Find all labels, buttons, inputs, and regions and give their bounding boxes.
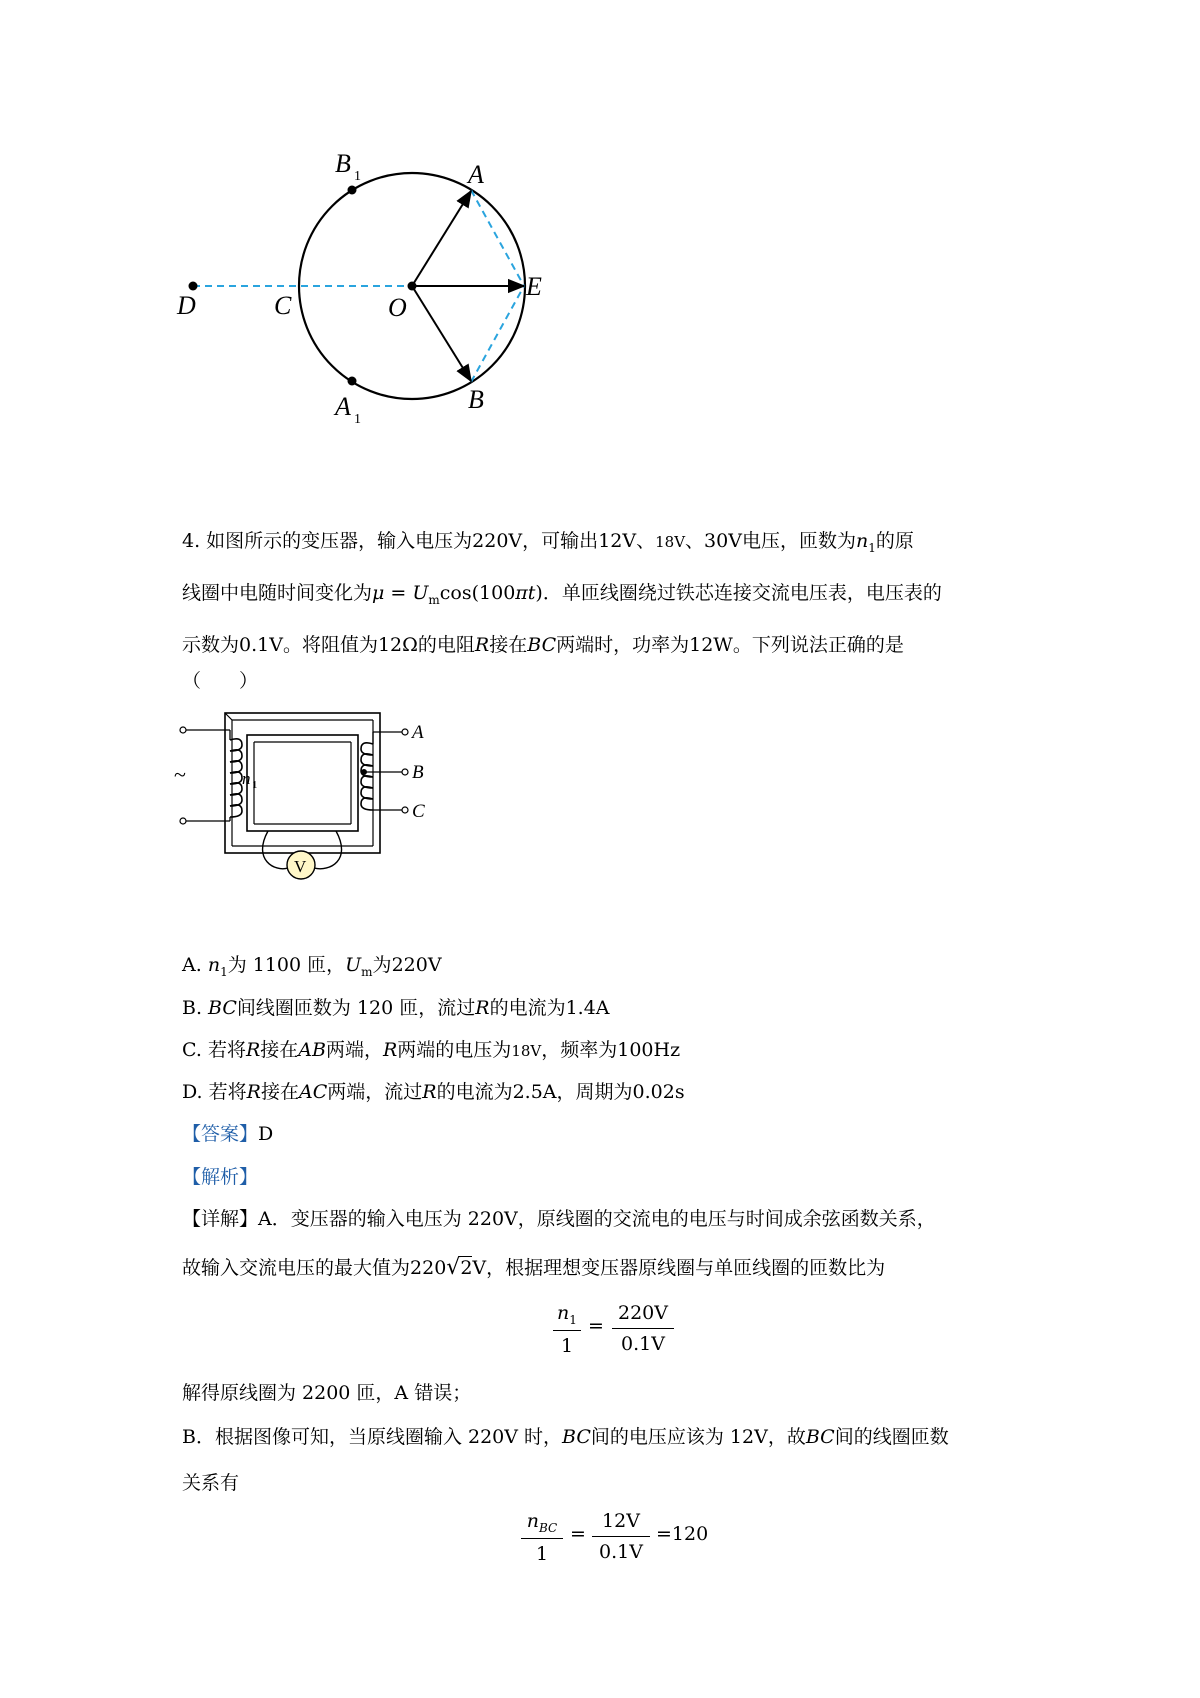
transformer-figure — [174, 700, 480, 900]
detail-line-2: 故输入交流电压的最大值为220√2V，根据理想变压器原线圈与单匝线圈的匝数比为 — [182, 1255, 886, 1280]
detail-line-5: 关系有 — [182, 1472, 240, 1494]
answer-label: 【答案】 — [182, 1123, 259, 1145]
option-d: D. 若将R接在AC两端，流过R的电流为2.5A，周期为0.02s — [182, 1081, 685, 1103]
dashed-line-BE — [471, 286, 524, 382]
option-b: B. BC间线圈匝数为 120 匝，流过R的电流为1.4A — [182, 997, 610, 1019]
question-line-2: 线圈中电随时间变化为$\mu = U_m\cos(100\pi t)$．单匝线圈绕过铁芯连接交流电压表，电压表的 — [182, 582, 942, 607]
fraction-n1-left: $n_1$ 1 — [553, 1300, 581, 1359]
analysis-label: 【解析】 — [182, 1166, 259, 1188]
label-terminal-B: B — [412, 762, 424, 783]
label-B1-sub: 1 — [354, 169, 361, 184]
terminal-B — [402, 769, 408, 775]
label-E: E — [526, 272, 542, 301]
terminal-C — [402, 807, 408, 813]
label-C: C — [274, 291, 292, 320]
label-B1: B — [335, 149, 351, 178]
question-line-1: 4. 如图所示的变压器，输入电压为220V，可输出12V、18V、30V电压，匝数为$n_1$的原 — [182, 530, 914, 555]
label-B: B — [468, 385, 484, 414]
dashed-line-AE — [471, 190, 524, 286]
label-A: A — [468, 160, 484, 189]
n1-label: n — [242, 769, 251, 788]
fraction-n1-right: 220V 0.1V — [612, 1300, 674, 1357]
label-D: D — [177, 291, 196, 320]
detail-line-4: B．根据图像可知，当原线圈输入 220V 时，BC间的电压应该为 12V，故BC间的线圈匝数 — [182, 1426, 949, 1448]
option-a: A. $n_1$为 1100 匝，$U_m$为220V — [182, 954, 442, 979]
point-D — [189, 282, 198, 291]
circle-figure — [177, 149, 600, 470]
point-B1 — [348, 186, 357, 195]
vector-OA — [412, 191, 471, 286]
fraction-nbc-right: 12V 0.1V — [592, 1508, 650, 1565]
detail-line-3: 解得原线圈为 2200 匝，A 错误； — [182, 1382, 472, 1404]
detail-line-1: 【详解】A．变压器的输入电压为 220V，原线圈的交流电的电压与时间成余弦函数关系， — [182, 1208, 936, 1230]
ac-symbol: ~ — [174, 762, 186, 787]
answer-value: D — [258, 1123, 274, 1145]
tap-point-B — [361, 769, 367, 775]
fraction-2-equals-result: =120 — [656, 1523, 709, 1545]
terminal-A — [402, 729, 408, 735]
option-c: C. 若将R接在AB两端，R两端的电压为18V，频率为100Hz — [182, 1039, 681, 1061]
core-inner — [247, 735, 358, 831]
fraction-1-equals: = — [588, 1315, 604, 1337]
question-line-3: 示数为0.1V。将阻值为12Ω的电阻R接在BC两端时，功率为12W。下列说法正确的是 — [182, 634, 904, 656]
point-A1 — [348, 377, 357, 386]
secondary-coil — [361, 743, 373, 810]
question-bracket: （ ） — [182, 670, 259, 692]
fraction-2-equals: = — [570, 1523, 586, 1545]
n1-sub: 1 — [252, 779, 258, 791]
input-terminal-bottom — [180, 818, 186, 824]
input-terminal-top — [180, 727, 186, 733]
voltmeter-label: V — [294, 857, 307, 876]
fraction-nbc-left: $n_{BC}$ 1 — [521, 1508, 563, 1567]
label-A1: A — [335, 392, 351, 421]
answer — [182, 1121, 273, 1147]
label-terminal-A: A — [412, 722, 424, 743]
label-terminal-C: C — [412, 801, 425, 822]
label-A1-sub: 1 — [354, 412, 361, 427]
vector-OB — [412, 286, 471, 381]
point-O — [408, 282, 417, 291]
label-O: O — [388, 293, 407, 322]
